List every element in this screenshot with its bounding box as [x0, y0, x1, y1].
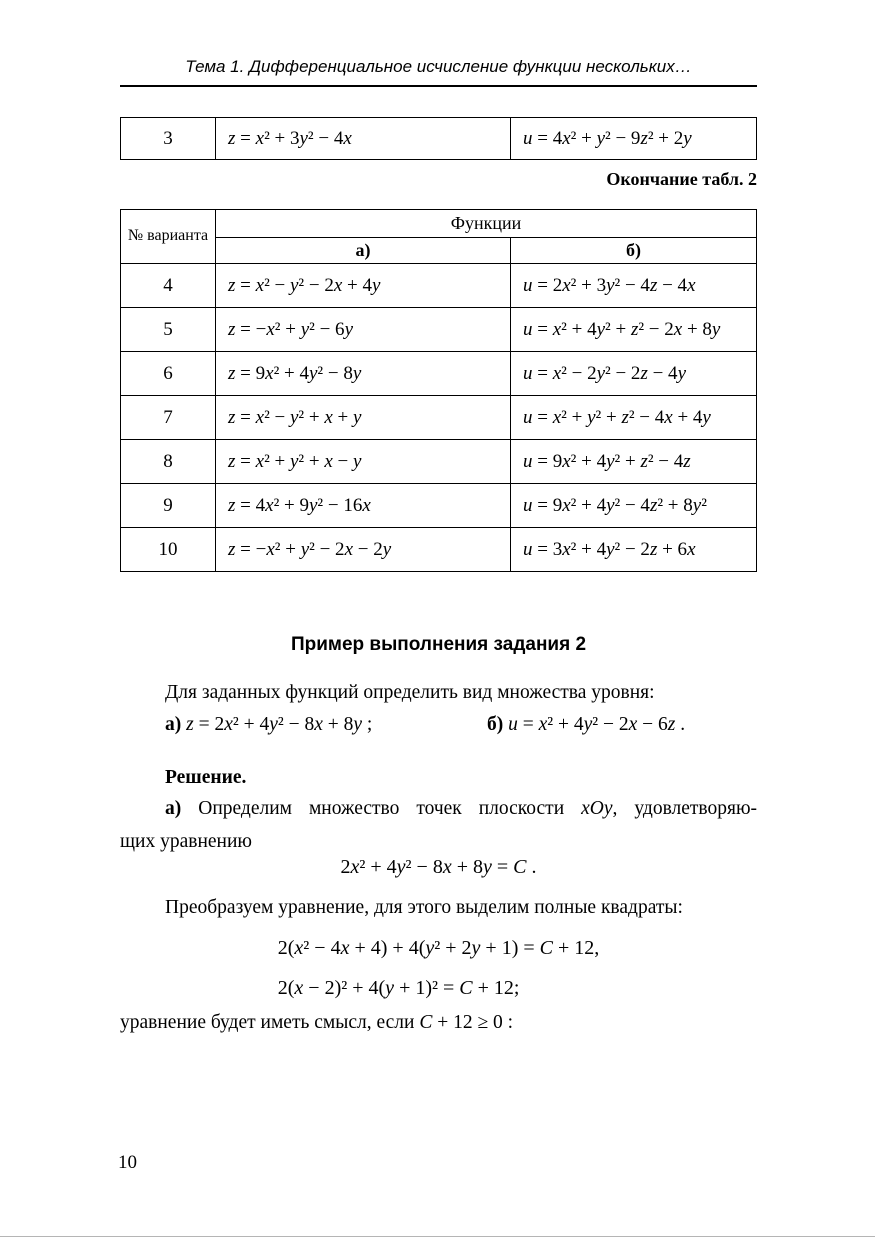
item-a-label: а) — [165, 714, 182, 735]
variant-number: 6 — [121, 352, 216, 396]
conclusion-paragraph — [120, 1011, 757, 1035]
variant-number: 4 — [121, 264, 216, 308]
table-row — [121, 308, 757, 352]
function-a: z = −x² + y² − 2x − 2y — [216, 528, 511, 572]
function-b: u = 9x² + 4y² + z² − 4z — [511, 440, 757, 484]
item-b-formula: u = x² + 4y² − 2x − 6z . — [508, 714, 686, 735]
previous-table-fragment — [120, 117, 757, 160]
running-head — [120, 57, 757, 77]
variant-number: 7 — [121, 396, 216, 440]
table-row — [121, 440, 757, 484]
table-caption: Окончание табл. 2 — [606, 169, 757, 189]
task-item-a — [165, 713, 372, 737]
step-a-math: xOy — [581, 798, 613, 819]
function-b: u = x² − 2y² − 2z − 4y — [511, 352, 757, 396]
solution-step-a-line1 — [120, 797, 757, 821]
variant-number: 3 — [121, 118, 216, 160]
equation-block-inner — [278, 928, 600, 1008]
table-row — [121, 396, 757, 440]
variant-number: 10 — [121, 528, 216, 572]
variant-number: 5 — [121, 308, 216, 352]
step-a-label: а) — [165, 798, 182, 819]
function-b: u = 4x² + y² − 9z² + 2y — [511, 118, 757, 160]
equation-completed: 2(x − 2)² + 4(y + 1)² = C + 12; — [277, 977, 520, 999]
column-header-a: а) — [216, 238, 511, 264]
step-a-text-1: Определим множество точек плоскости — [198, 798, 565, 819]
table-row — [121, 484, 757, 528]
functions-table — [120, 209, 757, 572]
table-row — [121, 528, 757, 572]
function-b: u = 3x² + 4y² − 2z + 6x — [511, 528, 757, 572]
function-a: z = x² + y² + x − y — [216, 440, 511, 484]
page-number: 10 — [118, 1152, 137, 1173]
function-b: u = 9x² + 4y² − 4z² + 8y² — [511, 484, 757, 528]
item-b-label: б) — [487, 714, 504, 735]
function-a: z = 4x² + 9y² − 16x — [216, 484, 511, 528]
function-a: z = −x² + y² − 6y — [216, 308, 511, 352]
example-heading: Пример выполнения задания 2 — [290, 634, 587, 655]
function-a: z = x² − y² − 2x + 4y — [216, 264, 511, 308]
equation-block — [120, 928, 757, 1008]
step-a-text-2: , удовлетворяю- — [612, 798, 758, 819]
intro-paragraph: Для заданных функций определить вид множества уровня: — [165, 682, 655, 703]
table-row — [121, 118, 757, 160]
solution-label — [120, 766, 757, 790]
table-row — [121, 352, 757, 396]
transform-paragraph: Преобразуем уравнение, для этого выделим полные квадраты: — [165, 897, 683, 918]
task-items-line — [120, 713, 757, 741]
table-subheader-row — [121, 238, 757, 264]
header-rule — [120, 85, 757, 87]
running-head-text: Тема 1. Дифференциальное исчисление функции нескольких… — [185, 57, 692, 76]
function-a: z = 9x² + 4y² − 8y — [216, 352, 511, 396]
variant-number: 8 — [121, 440, 216, 484]
table-row — [121, 264, 757, 308]
task-item-b — [487, 713, 685, 737]
function-a: z = x² − y² + x + y — [216, 396, 511, 440]
item-a-formula: z = 2x² + 4y² − 8x + 8y ; — [186, 714, 373, 735]
column-header-variant: № варианта — [121, 210, 216, 264]
conclusion-math: C + 12 ≥ 0 : — [419, 1012, 514, 1033]
solution-step-a-line2: щих уравнению — [120, 831, 252, 852]
function-b: u = x² + y² + z² − 4x + 4y — [511, 396, 757, 440]
function-b: u = x² + 4y² + z² − 2x + 8y — [511, 308, 757, 352]
conclusion-text: уравнение будет иметь смысл, если — [120, 1012, 415, 1033]
function-b: u = 2x² + 3y² − 4z − 4x — [511, 264, 757, 308]
equation-squares: 2(x² − 4x + 4) + 4(y² + 2y + 1) = C + 12, — [277, 937, 600, 959]
table-header-row — [121, 210, 757, 238]
variant-number: 9 — [121, 484, 216, 528]
function-a: z = x² + 3y² − 4x — [216, 118, 511, 160]
equation-level-set: 2x² + 4y² − 8x + 8y = C . — [340, 856, 537, 878]
solution-label-text: Решение. — [165, 767, 247, 788]
column-header-b: б) — [511, 238, 757, 264]
page-bottom-rule — [0, 1236, 875, 1237]
column-header-functions: Функции — [216, 210, 757, 238]
